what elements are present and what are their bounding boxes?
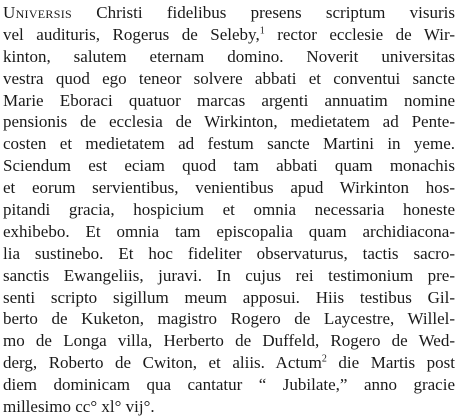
charter-paragraph bbox=[3, 2, 455, 418]
text-line bbox=[3, 199, 455, 221]
text-segment: millesimo cc° xl° vij°. bbox=[3, 397, 155, 417]
text-line bbox=[3, 308, 455, 330]
footnote-marker: 1 bbox=[259, 25, 265, 37]
text-line bbox=[3, 287, 455, 309]
text-segment: vel audituris, Rogerus de Seleby, bbox=[3, 24, 260, 44]
text-segment: Christi fidelibus presens scriptum visuris bbox=[71, 3, 455, 22]
text-line bbox=[3, 133, 455, 155]
text-segment: lia sustinebo. Et hoc fideliter observaturus, tactis sacro- bbox=[3, 243, 455, 263]
text-segment: et eorum servientibus, venientibus apud Wirkinton hos- bbox=[3, 178, 455, 198]
text-segment: berto de Kuketon, magistro Rogero de Laycestre, Willel- bbox=[3, 309, 455, 329]
text-segment: senti scripto sigillum meum apposui. Hiis testibus Gil- bbox=[3, 287, 455, 307]
text-line bbox=[3, 221, 455, 243]
text-line bbox=[3, 352, 455, 374]
text-segment: pitandi gracia, hospicium et omnia necessaria honeste bbox=[3, 200, 455, 220]
text-segment: Sciendum est eciam quod tam abbati quam monachis bbox=[3, 156, 455, 176]
text-segment: diem dominicam qua cantatur “ Jubilate,” anno gracie bbox=[3, 375, 455, 395]
text-line bbox=[3, 68, 455, 90]
text-segment: sanctis Ewangeliis, juravi. In cujus rei testimonium pre- bbox=[3, 265, 455, 285]
text-line bbox=[3, 243, 455, 265]
text-segment: vestra quod ego teneor solvere abbati et conventui sancte bbox=[3, 68, 455, 88]
text-line bbox=[3, 46, 455, 68]
text-line bbox=[3, 111, 455, 133]
text-line bbox=[3, 374, 455, 396]
text-line bbox=[3, 24, 455, 46]
text-segment: die Martis post bbox=[326, 353, 455, 373]
text-segment: costen et medietatem ad festum sancte Martini in yeme. bbox=[3, 134, 455, 154]
text-line bbox=[3, 330, 455, 352]
text-line bbox=[3, 2, 455, 24]
text-line bbox=[3, 396, 455, 418]
text-segment: kinton, salutem eternam domino. Noverit universitas bbox=[3, 46, 455, 66]
text-line bbox=[3, 155, 455, 177]
footnote-marker: 2 bbox=[321, 353, 327, 365]
text-line bbox=[3, 90, 455, 112]
text-line bbox=[3, 177, 455, 199]
text-line bbox=[3, 265, 455, 287]
text-segment: derg, Roberto de Cwiton, et aliis. Actum bbox=[3, 353, 322, 373]
text-segment: mo de Longa villa, Herberto de Duffeld, Rogero de Wed- bbox=[3, 331, 455, 351]
text-segment: rector ecclesie de Wir- bbox=[264, 24, 455, 44]
text-segment: pensionis de ecclesia de Wirkinton, medietatem ad Pente- bbox=[3, 112, 455, 132]
opening-word: Universis bbox=[3, 3, 72, 22]
text-segment: exhibebo. Et omnia tam episcopalia quam archidiacona- bbox=[3, 221, 455, 241]
text-segment: Marie Eboraci quatuor marcas argenti annuatim nomine bbox=[3, 90, 455, 110]
